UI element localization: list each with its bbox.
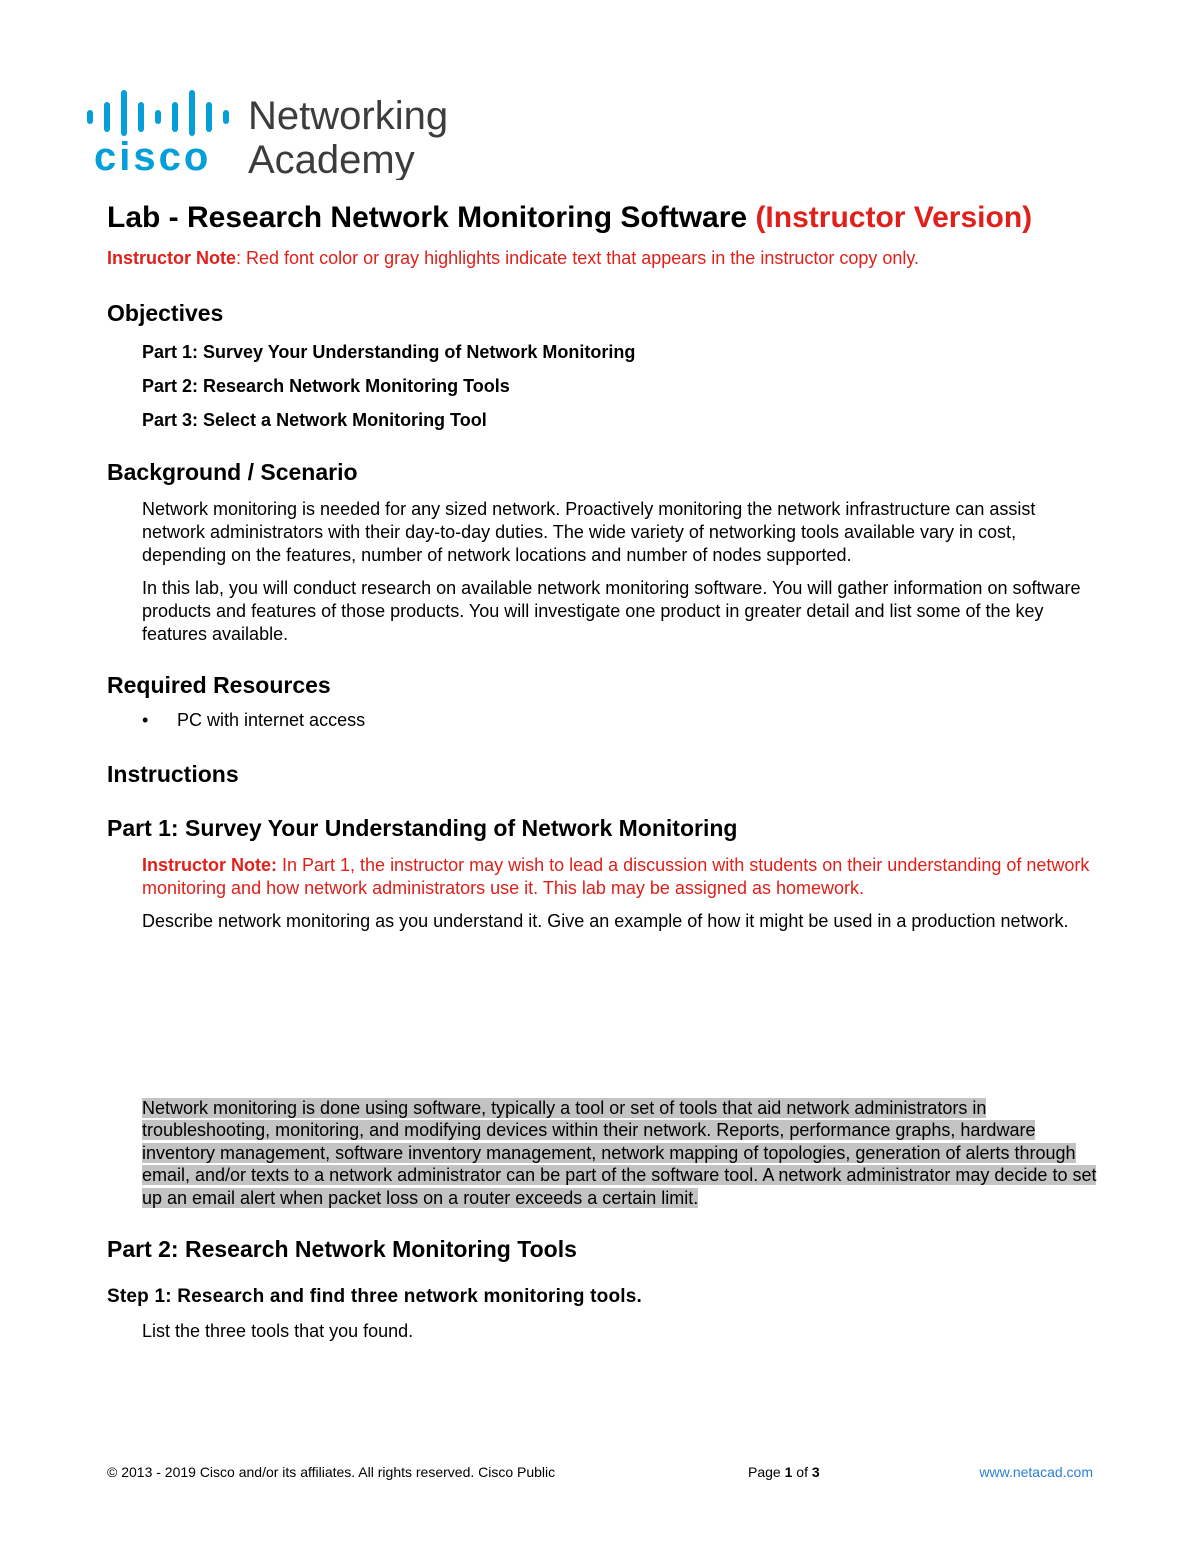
- resource-text: PC with internet access: [177, 710, 366, 730]
- part1-answer-text: Network monitoring is done using software, typically a tool or set of tools that aid network administrators in troubleshooting, monitoring, and modifying devices within their network. Reports, performance graphs, hardware inventory management, software inventory management, network mapping of topologies, generation of alerts through email, and/or texts to a network administrator can be part of the software tool. A network administrator may decide to set up an email alert when packet loss on a router exceeds a certain limit.: [142, 1098, 1097, 1208]
- part1-note-text: In Part 1, the instructor may wish to lead a discussion with students on their understanding of network monitoring and how network administrators use it. This lab may be assigned as homework.: [142, 855, 1090, 898]
- background-paragraph: In this lab, you will conduct research on available network monitoring software. You will gather information on software products and features of those products. You will investigate one product in greater detail and list some of the key features available.: [142, 578, 1081, 644]
- part2-heading: Part 2: Research Network Monitoring Tools: [107, 1236, 577, 1263]
- background-paragraph: Network monitoring is needed for any sized network. Proactively monitoring the network infrastructure can assist network administrators with their day-to-day duties. The wide variety of networking tools available vary in cost, depending on the features, number of network locations and number of nodes supported.: [142, 499, 1036, 565]
- page-current: 1: [784, 1464, 793, 1480]
- resource-item: [142, 708, 1097, 732]
- footer-page-number: [748, 1464, 820, 1480]
- footer-website-link[interactable]: www.netacad.com: [979, 1464, 1093, 1480]
- objectives-heading: Objectives: [107, 300, 224, 326]
- logo-line-networking: Networking: [248, 94, 449, 138]
- part1-question: Describe network monitoring as you understand it. Give an example of how it might be used in a production network.: [142, 911, 1069, 931]
- bullet-icon: •: [142, 710, 149, 730]
- cisco-bars-icon: [87, 90, 229, 136]
- part1-instructor-note: [142, 854, 1097, 900]
- resources-heading: Required Resources: [107, 672, 331, 698]
- instructor-note: [107, 246, 1097, 270]
- page-mid: of: [792, 1464, 812, 1480]
- objective-item: Part 2: Research Network Monitoring Tools: [142, 376, 510, 396]
- instructor-note-label: Instructor Note: [107, 248, 237, 268]
- cisco-wordmark: cisco: [94, 135, 212, 179]
- title-main: Lab - Research Network Monitoring Software: [107, 201, 748, 234]
- objective-item: Part 3: Select a Network Monitoring Tool: [142, 410, 487, 430]
- step1-text: List the three tools that you found.: [142, 1321, 414, 1342]
- instructions-heading: Instructions: [107, 761, 239, 787]
- part1-heading: Part 1: Survey Your Understanding of Network Monitoring: [107, 815, 738, 841]
- objective-item: Part 1: Survey Your Understanding of Network Monitoring: [142, 342, 636, 362]
- cisco-networking-academy-logo: [84, 88, 474, 180]
- page-footer: [107, 1464, 1097, 1486]
- part1-answer: [142, 1097, 1097, 1209]
- page-title: [107, 198, 1097, 238]
- page-prefix: Page: [748, 1464, 785, 1480]
- step1-heading: Step 1: Research and find three network monitoring tools.: [107, 1286, 643, 1308]
- part1-note-label: Instructor Note:: [142, 855, 277, 875]
- objectives-list: [107, 335, 1097, 437]
- background-heading: Background / Scenario: [107, 459, 358, 485]
- instructor-note-text: : Red font color or gray highlights indicate text that appears in the instructor copy only.: [236, 248, 920, 268]
- footer-copyright: © 2013 - 2019 Cisco and/or its affiliates. All rights reserved. Cisco Public: [107, 1464, 556, 1480]
- logo-line-academy: Academy: [248, 138, 415, 180]
- title-version: (Instructor Version): [755, 201, 1033, 234]
- document-body: [107, 198, 1097, 1343]
- page-total: 3: [811, 1464, 820, 1480]
